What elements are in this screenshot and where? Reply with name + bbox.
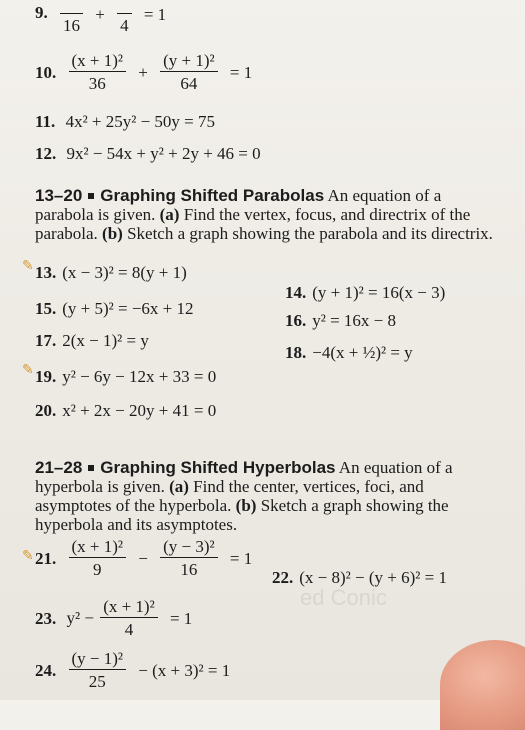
section-header-hyperbolas: 21–28 Graphing Shifted Hyperbolas An equation of a hyperbola is given. (a) Find the center, vertices, foci, and asymptotes of the hyperbola. (b) Sketch a graph showing the hyperbola and its asymptotes. (35, 458, 453, 534)
fraction: $\frac{\text{(x + 1)²}}{36}$ (69, 52, 127, 92)
problem-20: 20. x² + 2x − 20y + 41 = 0 (35, 401, 217, 420)
problem-16: 16. y² = 16x − 8 (285, 311, 397, 330)
section-title: Graphing Shifted Hyperbolas (100, 458, 336, 477)
problem-24: 24. $\frac{\text{(y − 1)²}}{25}$ − (x + 3)² = 1 (35, 649, 231, 691)
problem-21: 21. $\frac{\text{(x + 1)²}}{9}$ − $\frac{\text{(y − 3)²}}{16}$ = 1 (35, 537, 253, 579)
equation: 9x² − 54x + y² + 2y + 46 = 0 (66, 144, 261, 163)
pencil-check-icon: ✎ (22, 363, 34, 378)
fraction: $\frac{\text{(y + 1)²}}{64}$ (160, 52, 218, 92)
problem-15: 15. (y + 5)² = −6x + 12 (35, 299, 194, 318)
problem-17: 17. 2(x − 1)² = y (35, 331, 149, 350)
problem-23: 23. y² − $\frac{\text{(x + 1)²}}{4}$ = 1 (35, 597, 193, 639)
problem-number: 9. (35, 2, 48, 22)
problem-22: 22. (x − 8)² − (y + 6)² = 1 (272, 568, 447, 587)
fraction: $\frac{\text{(x + 1)²}}{9}$ (69, 538, 127, 578)
problem-number: 10. (35, 62, 57, 82)
section-header-parabolas: 13–20 Graphing Shifted Parabolas An equation of a parabola is given. (a) Find the vertex, focus, and directrix of the parabola. (b) Sketch a graph showing the parabola and its directrix. (35, 186, 493, 243)
problem-10: 10. $\frac{\text{(x + 1)²}}{36}$ + $\frac{\text{(y + 1)²}}{64}$ = 1 (35, 51, 253, 93)
thumb-photo-region (440, 640, 525, 730)
problem-18: 18. −4(x + ½)² = y (285, 343, 413, 362)
equation: 4x² + 25y² − 50y = 75 (65, 112, 216, 131)
section-title: Graphing Shifted Parabolas (100, 186, 325, 205)
problem-19: 19. y² − 6y − 12x + 33 = 0 (35, 367, 217, 386)
problem-11 (35, 113, 215, 130)
problem-number: 12. (35, 144, 57, 163)
fraction: $\frac{\text{(y − 1)²}}{25}$ (69, 650, 127, 690)
pencil-check-icon: ✎ (22, 259, 34, 274)
fraction: 16 (60, 0, 83, 34)
problem-9: 9. 16 + 4 = 1 (35, 0, 172, 34)
problem-13: 13. (x − 3)² = 8(y + 1) (35, 263, 187, 282)
fraction: $\frac{\text{(y − 3)²}}{16}$ (160, 538, 218, 578)
problem-12 (35, 145, 261, 162)
fraction: $\frac{\text{(x + 1)²}}{4}$ (100, 598, 158, 638)
fraction: 4 (117, 0, 132, 34)
pencil-check-icon: ✎ (22, 549, 34, 564)
problem-number: 11. (35, 112, 56, 131)
bleed-through-text: ed Conic (300, 585, 387, 610)
problem-14: 14. (y + 1)² = 16(x − 3) (285, 283, 446, 302)
